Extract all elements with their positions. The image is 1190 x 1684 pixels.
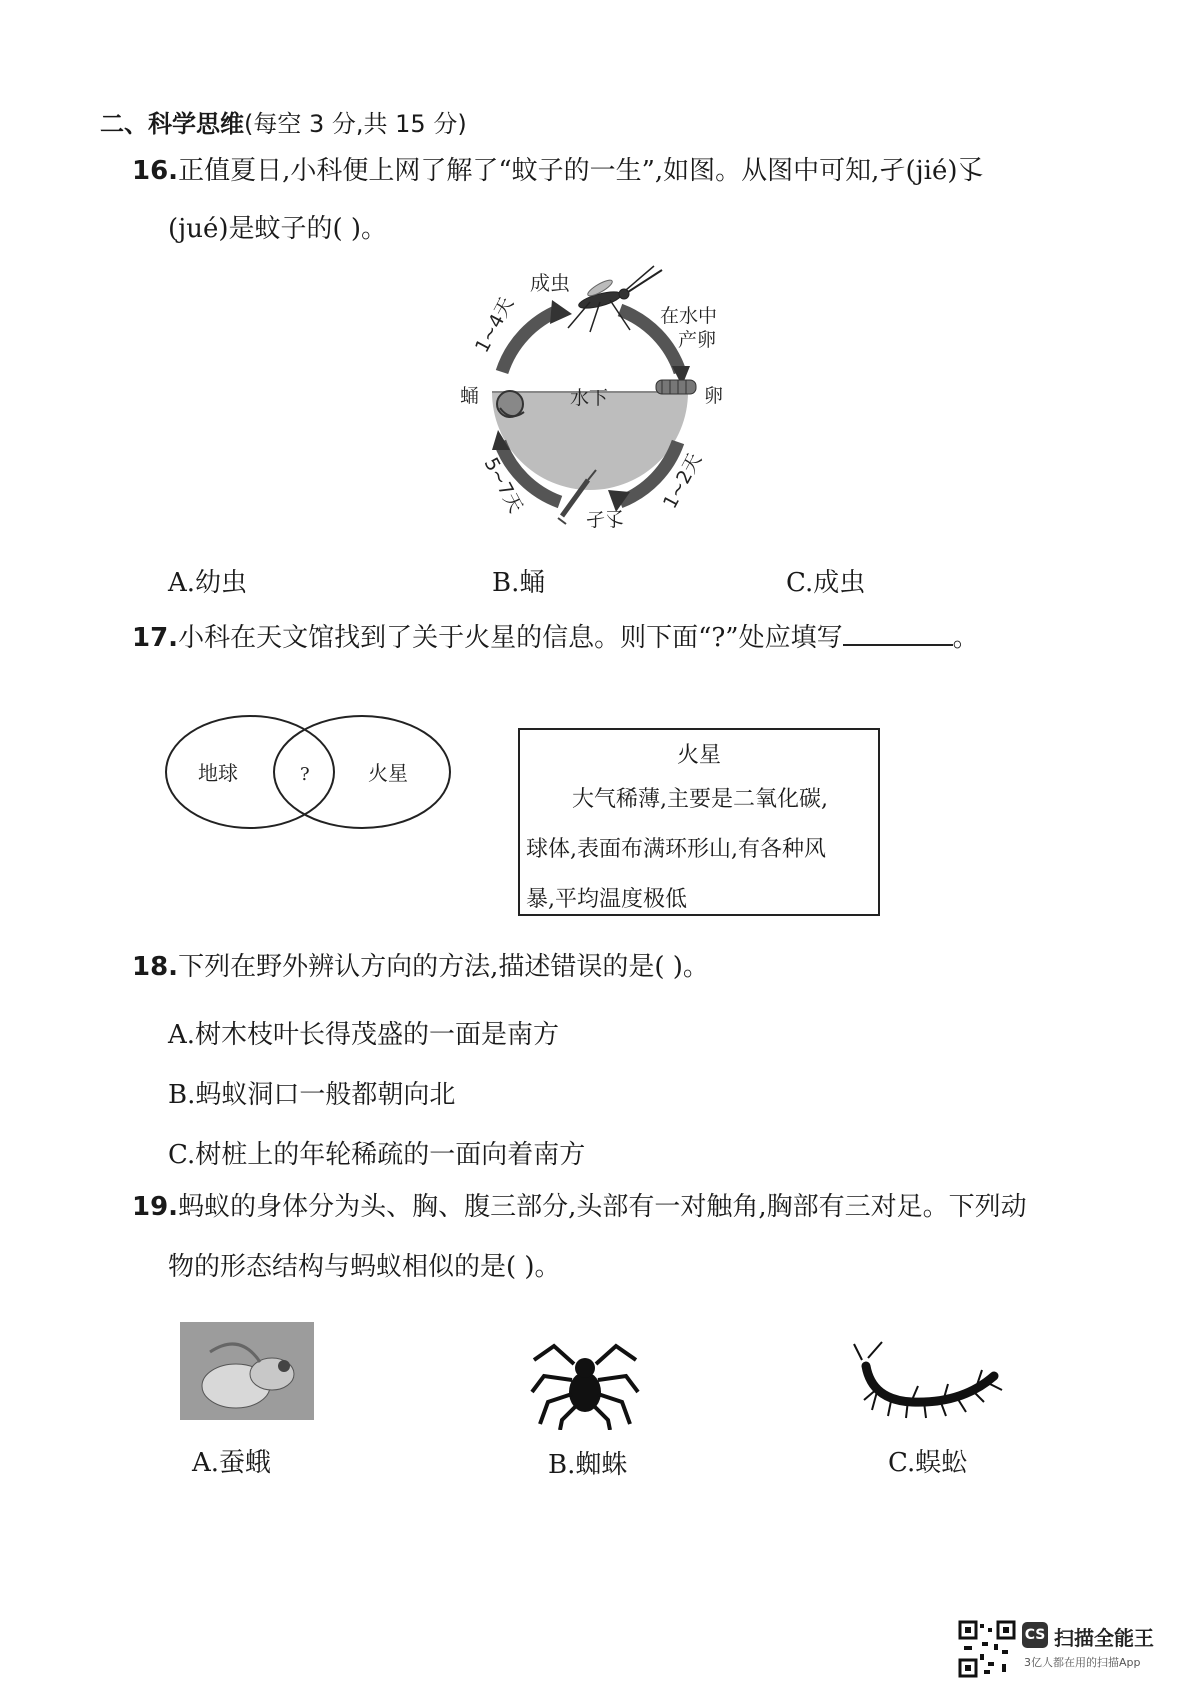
venn-label-mars: 火星 — [368, 761, 408, 785]
label-days-1-2: 1~2天 — [658, 449, 707, 513]
venn-label-question: ? — [300, 764, 310, 785]
q19-option-b[interactable]: B.蜘蛛 — [548, 1450, 628, 1480]
q17-answer-blank[interactable] — [843, 622, 953, 646]
section-title: 二、科学思维(每空 3 分,共 15 分) — [100, 110, 467, 138]
mars-info-line-2: 球体,表面布满环形山,有各种风 — [526, 837, 826, 862]
label-underwater: 水下 — [570, 387, 609, 409]
mars-info-line-1: 大气稀薄,主要是二氧化碳, — [572, 787, 828, 812]
mars-info-box — [518, 728, 880, 916]
scanner-tagline: 3亿人都在用的扫描App — [1024, 1656, 1141, 1669]
question-16-line2: (jué)是蚊子的( )。 — [168, 214, 388, 244]
q16-option-a[interactable]: A.幼虫 — [168, 568, 248, 598]
question-19-line1: 19.蚂蚁的身体分为头、胸、腹三部分,头部有一对触角,胸部有三对足。下列动 — [132, 1192, 1027, 1222]
label-egg: 卵 — [704, 385, 724, 407]
silkworm-moth-image — [180, 1322, 314, 1420]
label-pupa: 蛹 — [460, 385, 480, 407]
label-lay-eggs-2: 产卵 — [678, 329, 717, 351]
venn-diagram — [160, 710, 460, 840]
qr-code-icon — [958, 1620, 1016, 1678]
q16-option-b[interactable]: B.蛹 — [492, 568, 546, 598]
label-adult: 成虫 — [530, 271, 570, 295]
spider-icon — [530, 1340, 640, 1430]
scanner-logo: CS — [1022, 1622, 1048, 1648]
q19-option-c[interactable]: C.蜈蚣 — [888, 1448, 968, 1478]
mars-info-line-3: 暴,平均温度极低 — [526, 887, 687, 912]
venn-label-earth: 地球 — [198, 761, 238, 785]
label-days-5-7: 5~7天 — [479, 454, 527, 517]
egg-raft-icon — [656, 380, 696, 394]
label-days-1-4: 1~4天 — [470, 293, 519, 357]
pupa-icon — [497, 391, 524, 417]
question-16-line1: 16.正值夏日,小科便上网了解了“蚊子的一生”,如图。从图中可知,孑(jié)孓 — [132, 156, 984, 186]
mars-info-title: 火星 — [676, 743, 721, 768]
q19-option-a[interactable]: A.蚕蛾 — [192, 1448, 272, 1478]
scanner-brand: 扫描全能王 — [1054, 1626, 1154, 1650]
question-18: 18.下列在野外辨认方向的方法,描述错误的是( )。 — [132, 952, 709, 982]
q16-option-c[interactable]: C.成虫 — [786, 568, 866, 598]
question-19-line2: 物的形态结构与蚂蚁相似的是( )。 — [168, 1252, 561, 1282]
label-larva: 孑孓 — [586, 509, 625, 531]
q18-option-c[interactable]: C.树桩上的年轮稀疏的一面向着南方 — [168, 1140, 586, 1170]
mosquito-life-cycle-diagram — [440, 262, 760, 552]
label-lay-eggs-1: 在水中 — [660, 305, 718, 327]
centipede-icon — [852, 1340, 1006, 1420]
q18-option-a[interactable]: A.树木枝叶长得茂盛的一面是南方 — [168, 1020, 560, 1050]
q18-option-b[interactable]: B.蚂蚁洞口一般都朝向北 — [168, 1080, 456, 1110]
question-17: 17.小科在天文馆找到了关于火星的信息。则下面“?”处应填写 。 — [132, 623, 979, 653]
